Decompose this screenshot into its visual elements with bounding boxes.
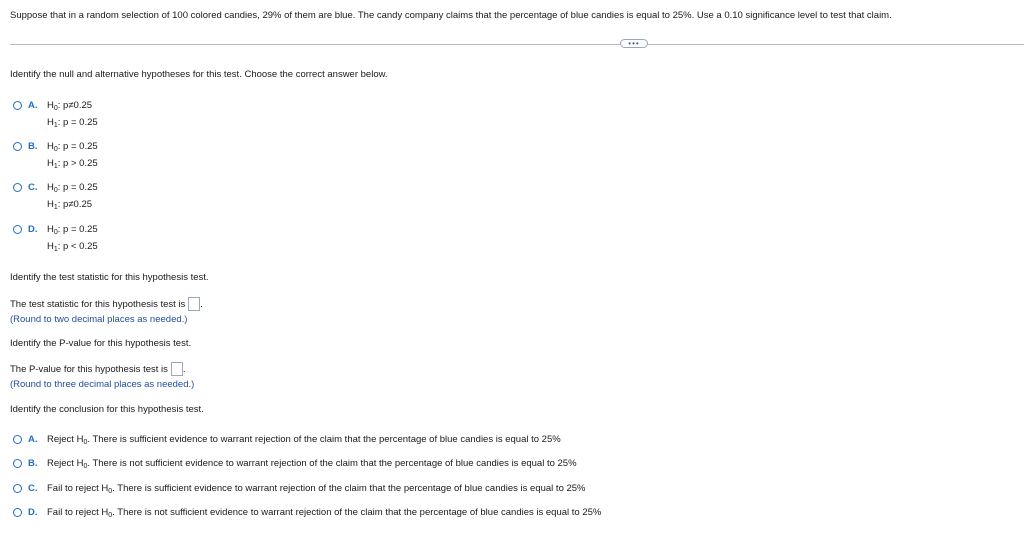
null-hypothesis: $H_0$: p = 0.25 <box>47 182 98 194</box>
test-statistic-prompt: Identify the test statistic for this hypothesis test. <box>10 272 209 283</box>
more-options-button[interactable]: ••• <box>620 39 648 48</box>
period: . <box>200 299 203 310</box>
hypothesis-option-d[interactable] <box>13 225 22 234</box>
option-letter: C. <box>28 182 38 193</box>
conclusion-option-d[interactable] <box>13 508 22 517</box>
radio-button[interactable] <box>13 435 22 444</box>
option-letter: B. <box>28 141 38 152</box>
option-letter: D. <box>28 507 38 518</box>
hypotheses-prompt: Identify the null and alternative hypotheses for this test. Choose the correct answer below. <box>10 69 388 80</box>
conclusion-text: Reject $H_0$. There is not sufficient evidence to warrant rejection of the claim that the percentage of blue candies is equal to 25% <box>47 458 577 470</box>
p-value-prompt: Identify the P-value for this hypothesis test. <box>10 338 192 349</box>
conclusion-option-c[interactable] <box>13 484 22 493</box>
option-letter: D. <box>28 224 38 235</box>
test-statistic-sentence <box>10 297 203 311</box>
option-letter: B. <box>28 458 38 469</box>
conclusion-text: Fail to reject $H_0$. There is sufficient evidence to warrant rejection of the claim that the percentage of blue candies is equal to 25% <box>47 483 586 495</box>
null-hypothesis: $H_0$: p = 0.25 <box>47 141 98 153</box>
conclusion-text: Reject $H_0$. There is sufficient evidence to warrant rejection of the claim that the percentage of blue candies is equal to 25% <box>47 434 561 446</box>
alternative-hypothesis: $H_1$: p < 0.25 <box>47 241 98 253</box>
option-letter: A. <box>28 434 38 445</box>
null-hypothesis: $H_0$: p≠0.25 <box>47 100 93 112</box>
radio-button[interactable] <box>13 508 22 517</box>
hypothesis-option-c[interactable] <box>13 183 22 192</box>
radio-button[interactable] <box>13 142 22 151</box>
period: . <box>182 364 186 375</box>
radio-button[interactable] <box>13 459 22 468</box>
null-hypothesis: $H_0$: p = 0.25 <box>47 224 98 236</box>
divider <box>10 44 1024 45</box>
alternative-hypothesis: $H_1$: p≠0.25 <box>47 199 93 211</box>
hypothesis-option-a[interactable] <box>13 101 22 110</box>
hypothesis-option-b[interactable] <box>13 142 22 151</box>
p-value-hint: (Round to three decimal places as needed.) <box>10 379 195 390</box>
p-value-label: The P-value for this hypothesis test is <box>10 364 168 375</box>
conclusion-option-b[interactable] <box>13 459 22 468</box>
radio-button[interactable] <box>13 101 22 110</box>
question-text: Suppose that in a random selection of 100 colored candies, 29% of them are blue. The candy company claims that the percentage of blue candies is equal to 25%. Use a 0.10 significance level to test that claim. <box>10 10 892 21</box>
test-statistic-hint: (Round to two decimal places as needed.) <box>10 314 188 325</box>
p-value-input[interactable] <box>171 362 183 376</box>
p-value-sentence <box>10 362 186 376</box>
alternative-hypothesis: $H_1$: p > 0.25 <box>47 158 98 170</box>
alternative-hypothesis: $H_1$: p = 0.25 <box>47 117 98 129</box>
radio-button[interactable] <box>13 183 22 192</box>
conclusion-option-a[interactable] <box>13 435 22 444</box>
test-statistic-input[interactable] <box>188 297 200 311</box>
option-letter: A. <box>28 100 38 111</box>
radio-button[interactable] <box>13 484 22 493</box>
conclusion-prompt: Identify the conclusion for this hypothesis test. <box>10 404 204 415</box>
test-statistic-label: The test statistic for this hypothesis test is <box>10 299 186 310</box>
conclusion-text: Fail to reject $H_0$. There is not sufficient evidence to warrant rejection of the claim that the percentage of blue candies is equal to 25% <box>47 507 602 519</box>
option-letter: C. <box>28 483 38 494</box>
radio-button[interactable] <box>13 225 22 234</box>
